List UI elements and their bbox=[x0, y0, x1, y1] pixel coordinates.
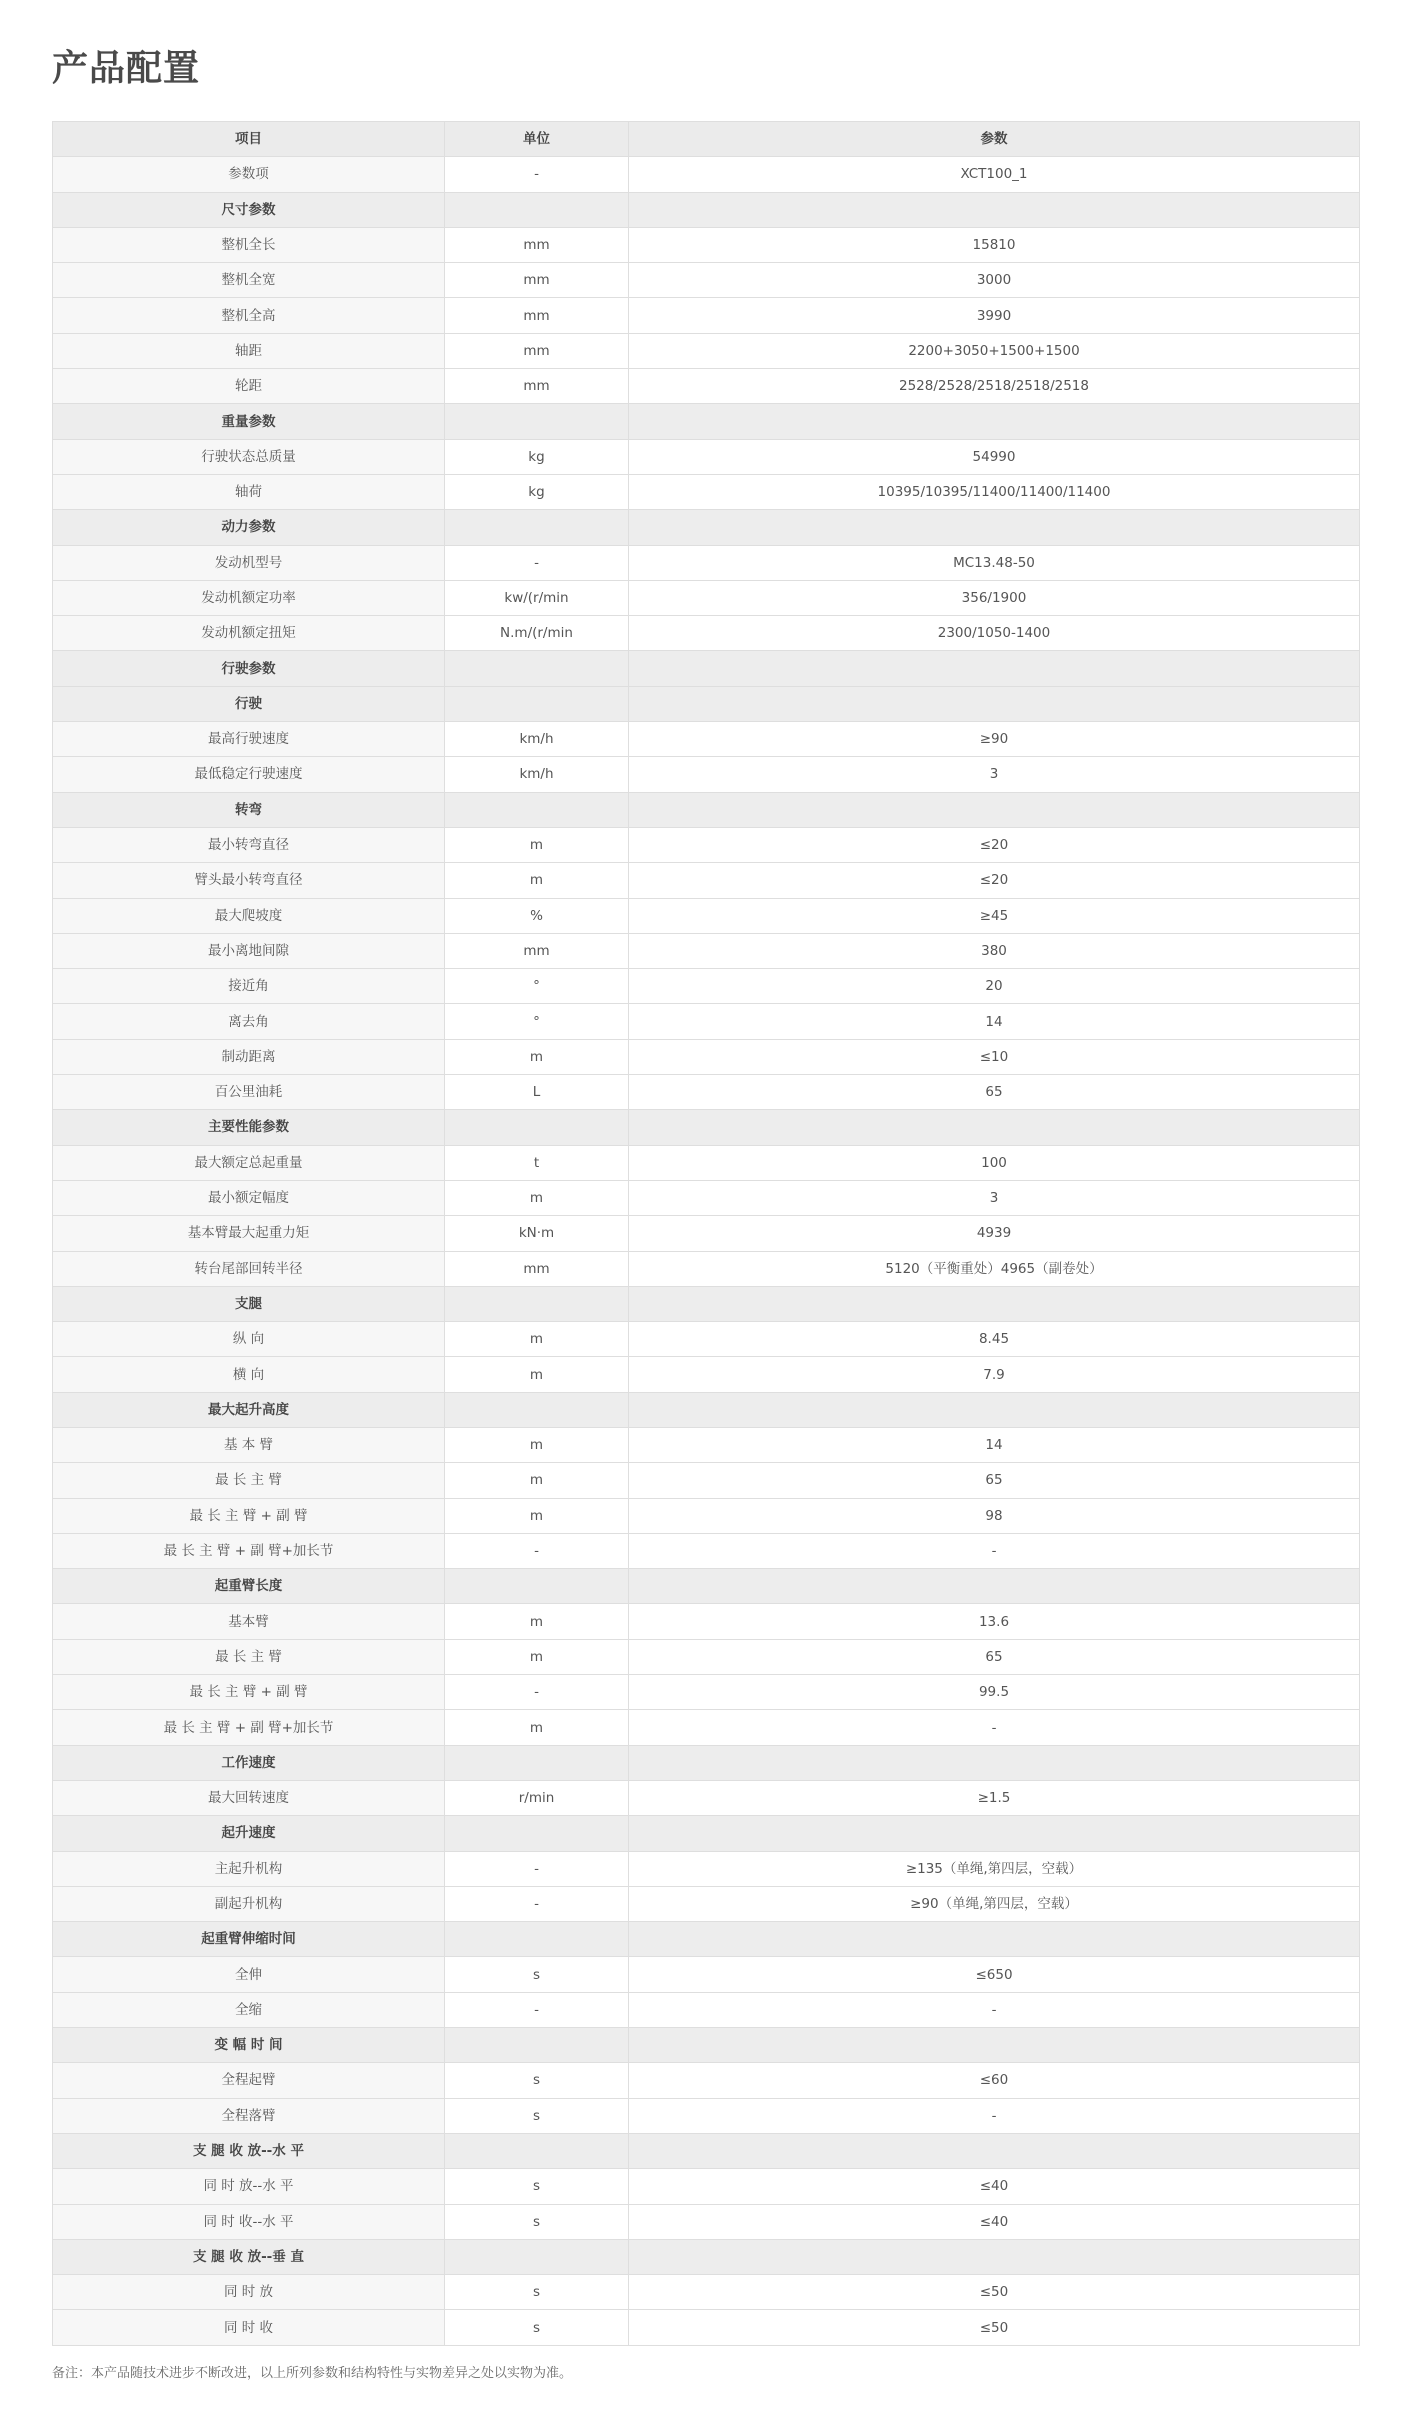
item-value: 99.5 bbox=[629, 1675, 1360, 1710]
item-unit: ° bbox=[445, 969, 629, 1004]
table-row bbox=[53, 369, 1360, 404]
table-row bbox=[53, 1710, 1360, 1745]
item-unit: m bbox=[445, 1357, 629, 1392]
item-value: 380 bbox=[629, 933, 1360, 968]
table-row bbox=[53, 545, 1360, 580]
item-unit: m bbox=[445, 827, 629, 862]
item-name: 整机全宽 bbox=[53, 263, 445, 298]
item-unit bbox=[445, 1816, 629, 1851]
item-value: ≤20 bbox=[629, 827, 1360, 862]
section-row bbox=[53, 404, 1360, 439]
item-value: 7.9 bbox=[629, 1357, 1360, 1392]
footnote: 备注：本产品随技术进步不断改进，以上所列参数和结构特性与实物差异之处以实物为准。 bbox=[52, 2366, 573, 2381]
table-row bbox=[53, 1004, 1360, 1039]
item-value bbox=[629, 1745, 1360, 1780]
table-row bbox=[53, 2169, 1360, 2204]
item-value: 14 bbox=[629, 1004, 1360, 1039]
item-value bbox=[629, 2239, 1360, 2274]
item-unit bbox=[445, 2028, 629, 2063]
table-row bbox=[53, 1675, 1360, 1710]
item-unit: r/min bbox=[445, 1780, 629, 1815]
table-row bbox=[53, 2275, 1360, 2310]
item-name: 轴距 bbox=[53, 333, 445, 368]
item-value: ≥90 bbox=[629, 722, 1360, 757]
item-unit bbox=[445, 2133, 629, 2168]
item-name: 同 时 收--水 平 bbox=[53, 2204, 445, 2239]
item-value: 10395/10395/11400/11400/11400 bbox=[629, 474, 1360, 509]
item-name: 同 时 放--水 平 bbox=[53, 2169, 445, 2204]
item-value bbox=[629, 1816, 1360, 1851]
table-row bbox=[53, 1216, 1360, 1251]
item-name: 整机全高 bbox=[53, 298, 445, 333]
section-row bbox=[53, 651, 1360, 686]
section-title: 支 腿 收 放--水 平 bbox=[53, 2133, 445, 2168]
section-title: 起重臂长度 bbox=[53, 1569, 445, 1604]
section-title: 变 幅 时 间 bbox=[53, 2028, 445, 2063]
section-title: 最大起升高度 bbox=[53, 1392, 445, 1427]
item-name: 发动机额定扭矩 bbox=[53, 616, 445, 651]
item-unit: m bbox=[445, 1498, 629, 1533]
section-title: 支 腿 收 放--垂 直 bbox=[53, 2239, 445, 2274]
item-unit: km/h bbox=[445, 722, 629, 757]
item-value: ≥135（单绳,第四层，空载） bbox=[629, 1851, 1360, 1886]
item-value: 15810 bbox=[629, 227, 1360, 262]
table-row bbox=[53, 827, 1360, 862]
item-name: 基本臂最大起重力矩 bbox=[53, 1216, 445, 1251]
item-value bbox=[629, 1110, 1360, 1145]
spec-table bbox=[52, 121, 1360, 2346]
item-unit: m bbox=[445, 1710, 629, 1745]
section-title: 转弯 bbox=[53, 792, 445, 827]
section-row bbox=[53, 2028, 1360, 2063]
item-value: ≤20 bbox=[629, 863, 1360, 898]
item-unit: - bbox=[445, 157, 629, 192]
item-name: 基 本 臂 bbox=[53, 1427, 445, 1462]
table-row bbox=[53, 2204, 1360, 2239]
table-row bbox=[53, 2063, 1360, 2098]
item-value: ≤60 bbox=[629, 2063, 1360, 2098]
item-unit: - bbox=[445, 1675, 629, 1710]
item-value: ≤650 bbox=[629, 1957, 1360, 1992]
section-row bbox=[53, 2239, 1360, 2274]
item-unit: m bbox=[445, 1180, 629, 1215]
table-row bbox=[53, 227, 1360, 262]
section-title: 起升速度 bbox=[53, 1816, 445, 1851]
item-unit: s bbox=[445, 2098, 629, 2133]
item-unit: - bbox=[445, 1992, 629, 2027]
item-value bbox=[629, 1286, 1360, 1321]
item-name: 整机全长 bbox=[53, 227, 445, 262]
section-row bbox=[53, 1745, 1360, 1780]
item-name: 发动机额定功率 bbox=[53, 580, 445, 615]
item-name: 全程起臂 bbox=[53, 2063, 445, 2098]
table-header-row bbox=[53, 122, 1360, 157]
item-name: 最 长 主 臂 + 副 臂 bbox=[53, 1498, 445, 1533]
item-value bbox=[629, 1392, 1360, 1427]
item-unit: s bbox=[445, 2169, 629, 2204]
table-row bbox=[53, 1427, 1360, 1462]
item-unit: - bbox=[445, 545, 629, 580]
section-row bbox=[53, 1569, 1360, 1604]
table-row bbox=[53, 1463, 1360, 1498]
table-row bbox=[53, 757, 1360, 792]
section-row bbox=[53, 1392, 1360, 1427]
item-value bbox=[629, 510, 1360, 545]
item-unit: kg bbox=[445, 439, 629, 474]
section-row bbox=[53, 2133, 1360, 2168]
table-row bbox=[53, 1322, 1360, 1357]
item-unit: kw/(r/min bbox=[445, 580, 629, 615]
item-unit bbox=[445, 192, 629, 227]
item-unit: m bbox=[445, 1604, 629, 1639]
item-value: - bbox=[629, 1533, 1360, 1568]
section-row bbox=[53, 1922, 1360, 1957]
item-name: 最 长 主 臂 + 副 臂 bbox=[53, 1675, 445, 1710]
item-unit: m bbox=[445, 1463, 629, 1498]
table-row bbox=[53, 2098, 1360, 2133]
table-row bbox=[53, 1639, 1360, 1674]
item-value: MC13.48-50 bbox=[629, 545, 1360, 580]
section-row bbox=[53, 1286, 1360, 1321]
table-row bbox=[53, 1251, 1360, 1286]
item-name: 全缩 bbox=[53, 1992, 445, 2027]
table-row bbox=[53, 1851, 1360, 1886]
item-name: 最小离地间隙 bbox=[53, 933, 445, 968]
table-row bbox=[53, 933, 1360, 968]
table-row bbox=[53, 1992, 1360, 2027]
section-row bbox=[53, 686, 1360, 721]
item-name: 主起升机构 bbox=[53, 1851, 445, 1886]
table-row bbox=[53, 1957, 1360, 1992]
item-name: 百公里油耗 bbox=[53, 1075, 445, 1110]
table-row bbox=[53, 263, 1360, 298]
section-title: 重量参数 bbox=[53, 404, 445, 439]
item-value bbox=[629, 651, 1360, 686]
item-value: 98 bbox=[629, 1498, 1360, 1533]
item-value: 3 bbox=[629, 1180, 1360, 1215]
item-value: 3990 bbox=[629, 298, 1360, 333]
item-value bbox=[629, 2133, 1360, 2168]
table-row bbox=[53, 1533, 1360, 1568]
item-value: 20 bbox=[629, 969, 1360, 1004]
item-name: 最大回转速度 bbox=[53, 1780, 445, 1815]
item-name: 最大额定总起重量 bbox=[53, 1145, 445, 1180]
item-unit bbox=[445, 2239, 629, 2274]
item-name: 参数项 bbox=[53, 157, 445, 192]
item-unit: kg bbox=[445, 474, 629, 509]
header-value: 参数 bbox=[629, 122, 1360, 157]
item-value bbox=[629, 792, 1360, 827]
item-name: 发动机型号 bbox=[53, 545, 445, 580]
item-unit bbox=[445, 1110, 629, 1145]
item-unit bbox=[445, 510, 629, 545]
table-row bbox=[53, 1039, 1360, 1074]
item-value: XCT100_1 bbox=[629, 157, 1360, 192]
item-value: 100 bbox=[629, 1145, 1360, 1180]
item-unit: mm bbox=[445, 333, 629, 368]
item-value bbox=[629, 192, 1360, 227]
section-title: 主要性能参数 bbox=[53, 1110, 445, 1145]
item-name: 最 长 主 臂 + 副 臂+加长节 bbox=[53, 1533, 445, 1568]
item-unit: m bbox=[445, 1427, 629, 1462]
item-value: 65 bbox=[629, 1463, 1360, 1498]
item-unit: kN·m bbox=[445, 1216, 629, 1251]
item-unit: L bbox=[445, 1075, 629, 1110]
table-row bbox=[53, 439, 1360, 474]
item-unit: mm bbox=[445, 263, 629, 298]
item-unit: s bbox=[445, 2063, 629, 2098]
item-value: 4939 bbox=[629, 1216, 1360, 1251]
item-value: - bbox=[629, 2098, 1360, 2133]
item-name: 基本臂 bbox=[53, 1604, 445, 1639]
table-row bbox=[53, 898, 1360, 933]
table-body bbox=[53, 157, 1360, 2345]
section-row bbox=[53, 192, 1360, 227]
item-unit bbox=[445, 651, 629, 686]
item-unit: m bbox=[445, 1039, 629, 1074]
item-name: 副起升机构 bbox=[53, 1886, 445, 1921]
item-value: ≤10 bbox=[629, 1039, 1360, 1074]
item-unit: s bbox=[445, 2204, 629, 2239]
table-row bbox=[53, 1886, 1360, 1921]
item-name: 臂头最小转弯直径 bbox=[53, 863, 445, 898]
item-unit: t bbox=[445, 1145, 629, 1180]
item-unit bbox=[445, 1392, 629, 1427]
item-name: 最 长 主 臂 bbox=[53, 1463, 445, 1498]
table-row bbox=[53, 1357, 1360, 1392]
item-value: 54990 bbox=[629, 439, 1360, 474]
item-unit bbox=[445, 1922, 629, 1957]
item-unit bbox=[445, 404, 629, 439]
item-unit: m bbox=[445, 1639, 629, 1674]
item-name: 离去角 bbox=[53, 1004, 445, 1039]
item-name: 最 长 主 臂 bbox=[53, 1639, 445, 1674]
item-value: ≥45 bbox=[629, 898, 1360, 933]
item-unit bbox=[445, 1745, 629, 1780]
item-value: ≥1.5 bbox=[629, 1780, 1360, 1815]
item-unit: s bbox=[445, 2310, 629, 2345]
item-value: 3 bbox=[629, 757, 1360, 792]
item-name: 接近角 bbox=[53, 969, 445, 1004]
item-unit: mm bbox=[445, 933, 629, 968]
item-value: ≥90（单绳,第四层，空载） bbox=[629, 1886, 1360, 1921]
table-row bbox=[53, 157, 1360, 192]
section-row bbox=[53, 510, 1360, 545]
item-name: 最小转弯直径 bbox=[53, 827, 445, 862]
table-row bbox=[53, 2310, 1360, 2345]
item-name: 最 长 主 臂 + 副 臂+加长节 bbox=[53, 1710, 445, 1745]
item-unit: - bbox=[445, 1533, 629, 1568]
table-row bbox=[53, 1075, 1360, 1110]
item-unit: mm bbox=[445, 298, 629, 333]
table-row bbox=[53, 1498, 1360, 1533]
item-value bbox=[629, 2028, 1360, 2063]
item-name: 全程落臂 bbox=[53, 2098, 445, 2133]
item-value: ≤40 bbox=[629, 2169, 1360, 2204]
section-row bbox=[53, 1816, 1360, 1851]
item-name: 同 时 放 bbox=[53, 2275, 445, 2310]
table-row bbox=[53, 722, 1360, 757]
item-value bbox=[629, 686, 1360, 721]
item-name: 最高行驶速度 bbox=[53, 722, 445, 757]
section-row bbox=[53, 792, 1360, 827]
item-value: 5120（平衡重处）4965（副卷处） bbox=[629, 1251, 1360, 1286]
item-value: ≤50 bbox=[629, 2275, 1360, 2310]
item-name: 制动距离 bbox=[53, 1039, 445, 1074]
item-unit: m bbox=[445, 1322, 629, 1357]
table-row bbox=[53, 1145, 1360, 1180]
item-value bbox=[629, 1569, 1360, 1604]
item-unit: ° bbox=[445, 1004, 629, 1039]
table-row bbox=[53, 298, 1360, 333]
item-name: 全伸 bbox=[53, 1957, 445, 1992]
item-name: 最大爬坡度 bbox=[53, 898, 445, 933]
section-title: 行驶 bbox=[53, 686, 445, 721]
item-unit: m bbox=[445, 863, 629, 898]
table-row bbox=[53, 1604, 1360, 1639]
item-name: 最低稳定行驶速度 bbox=[53, 757, 445, 792]
item-name: 纵 向 bbox=[53, 1322, 445, 1357]
item-value: 2200+3050+1500+1500 bbox=[629, 333, 1360, 368]
item-unit: - bbox=[445, 1886, 629, 1921]
item-value: 2528/2528/2518/2518/2518 bbox=[629, 369, 1360, 404]
item-name: 轮距 bbox=[53, 369, 445, 404]
item-value: 356/1900 bbox=[629, 580, 1360, 615]
section-row bbox=[53, 1110, 1360, 1145]
page-title: 产品配置 bbox=[52, 48, 201, 89]
item-name: 横 向 bbox=[53, 1357, 445, 1392]
item-unit: - bbox=[445, 1851, 629, 1886]
section-title: 支腿 bbox=[53, 1286, 445, 1321]
table-row bbox=[53, 616, 1360, 651]
item-name: 行驶状态总质量 bbox=[53, 439, 445, 474]
item-unit: % bbox=[445, 898, 629, 933]
item-unit: mm bbox=[445, 369, 629, 404]
item-value: ≤50 bbox=[629, 2310, 1360, 2345]
item-value: 65 bbox=[629, 1075, 1360, 1110]
item-unit: mm bbox=[445, 227, 629, 262]
item-value: 13.6 bbox=[629, 1604, 1360, 1639]
table-row bbox=[53, 863, 1360, 898]
item-value bbox=[629, 1922, 1360, 1957]
table-row bbox=[53, 1180, 1360, 1215]
item-name: 最小额定幅度 bbox=[53, 1180, 445, 1215]
item-name: 同 时 收 bbox=[53, 2310, 445, 2345]
item-unit bbox=[445, 1286, 629, 1321]
item-value bbox=[629, 404, 1360, 439]
header-unit: 单位 bbox=[445, 122, 629, 157]
header-item: 项目 bbox=[53, 122, 445, 157]
section-title: 尺寸参数 bbox=[53, 192, 445, 227]
item-value: - bbox=[629, 1710, 1360, 1745]
item-unit: mm bbox=[445, 1251, 629, 1286]
section-title: 行驶参数 bbox=[53, 651, 445, 686]
item-unit: km/h bbox=[445, 757, 629, 792]
item-value: - bbox=[629, 1992, 1360, 2027]
item-value: ≤40 bbox=[629, 2204, 1360, 2239]
section-title: 起重臂伸缩时间 bbox=[53, 1922, 445, 1957]
item-value: 65 bbox=[629, 1639, 1360, 1674]
item-value: 3000 bbox=[629, 263, 1360, 298]
item-unit bbox=[445, 1569, 629, 1604]
item-name: 转台尾部回转半径 bbox=[53, 1251, 445, 1286]
table-row bbox=[53, 969, 1360, 1004]
item-unit bbox=[445, 792, 629, 827]
section-title: 工作速度 bbox=[53, 1745, 445, 1780]
table-row bbox=[53, 474, 1360, 509]
item-name: 轴荷 bbox=[53, 474, 445, 509]
item-unit: s bbox=[445, 2275, 629, 2310]
item-value: 14 bbox=[629, 1427, 1360, 1462]
table-row bbox=[53, 333, 1360, 368]
item-unit: N.m/(r/min bbox=[445, 616, 629, 651]
item-unit bbox=[445, 686, 629, 721]
item-value: 8.45 bbox=[629, 1322, 1360, 1357]
item-value: 2300/1050-1400 bbox=[629, 616, 1360, 651]
table-row bbox=[53, 580, 1360, 615]
item-unit: s bbox=[445, 1957, 629, 1992]
section-title: 动力参数 bbox=[53, 510, 445, 545]
table-row bbox=[53, 1780, 1360, 1815]
